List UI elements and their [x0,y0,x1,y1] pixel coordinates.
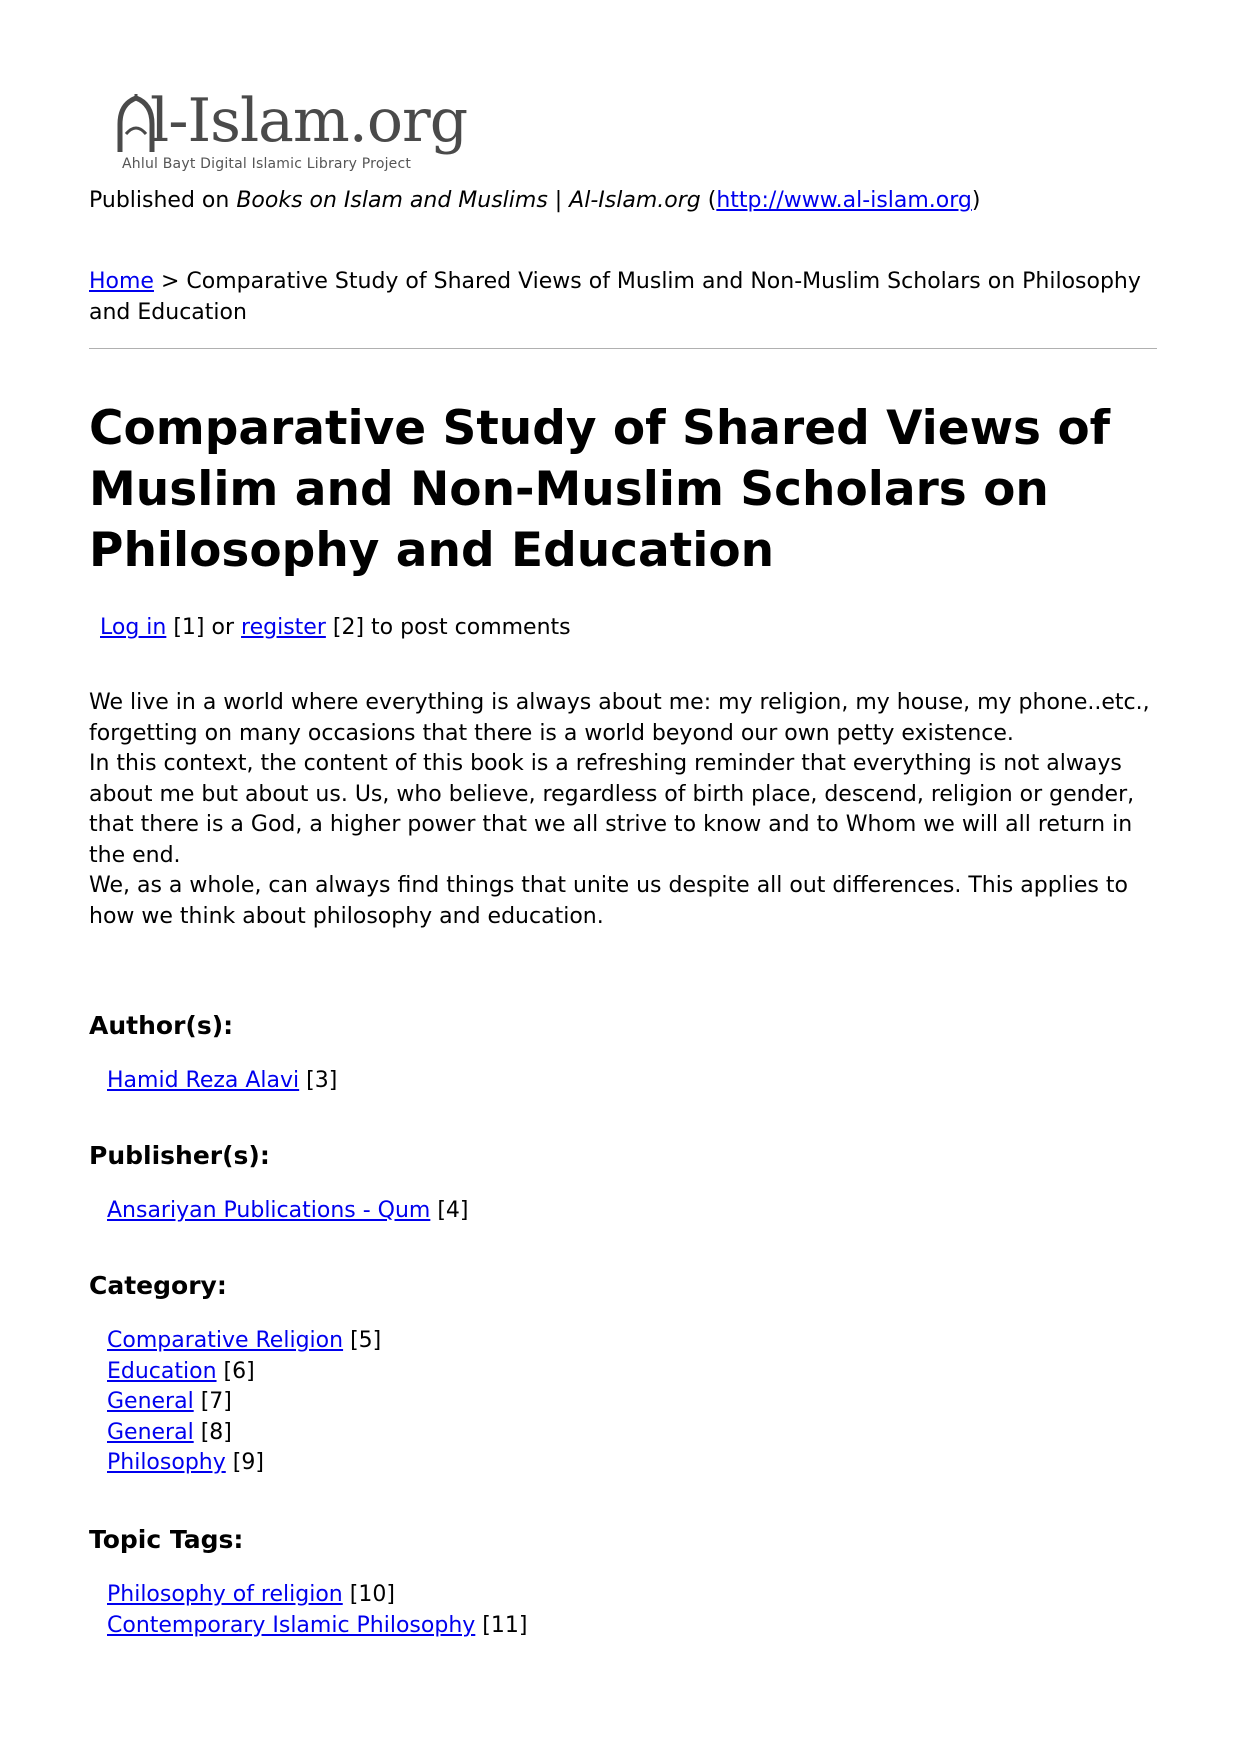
logo-tagline: Ahlul Bayt Digital Islamic Library Project [122,156,412,172]
tag-link-contemporary-islamic-philosophy[interactable]: Contemporary Islamic Philosophy [107,1612,476,1638]
published-line [89,186,980,216]
breadcrumb [89,266,1149,328]
topic-tags-list [107,1580,527,1641]
description-paragraph: We, as a whole, can always find things that unite us despite all out differences. This applies to how we think about philosophy and education. [89,873,1128,929]
authors-heading: Author(s): [89,1011,234,1040]
site-url-link[interactable]: http://www.al-islam.org [716,188,972,213]
list-item [107,1448,381,1479]
header-divider [89,348,1157,349]
description-paragraph: In this context, the content of this book is a refreshing reminder that everything is not always about me but about us. Us, who believe, regardless of birth place, descend, religion or gender, that there is a God, a higher power that we all strive to know and to Whom we will all return in the end. [89,751,1135,868]
item-ref: [7] [200,1389,232,1414]
list-item [107,1387,381,1418]
login-ref: [1] [173,615,205,640]
list-item [107,1357,381,1388]
paren-open: ( [707,188,717,213]
book-description [89,688,1164,932]
paren-close: ) [971,188,981,213]
comment-suffix: to post comments [371,615,571,640]
list-item [107,1611,527,1642]
category-list [107,1326,381,1479]
register-ref: [2] [332,615,365,640]
item-ref: [9] [232,1450,264,1475]
category-link-general[interactable]: General [107,1389,194,1414]
item-ref: [8] [200,1419,232,1445]
list-item [107,1326,381,1357]
category-link-education[interactable]: Education [107,1358,217,1384]
breadcrumb-separator: > [160,269,180,294]
breadcrumb-home-link[interactable]: Home [89,269,154,294]
site-logo[interactable] [116,86,476,178]
breadcrumb-current: Comparative Study of Shared Views of Muslim and Non-Muslim Scholars on Philosophy and Education [89,269,1141,325]
item-ref: [6] [223,1358,255,1384]
tag-link-philosophy-of-religion[interactable]: Philosophy of religion [107,1582,343,1607]
category-link-general-2[interactable]: General [107,1419,194,1445]
list-item [107,1066,337,1097]
category-heading: Category: [89,1271,227,1300]
comment-prompt [100,612,571,643]
item-ref: [10] [349,1582,395,1607]
published-site: Books on Islam and Muslims | Al-Islam.org [236,188,701,213]
register-link[interactable]: register [241,615,326,640]
list-item [107,1580,527,1611]
published-prefix: Published on [89,188,230,213]
publisher-link[interactable]: Ansariyan Publications - Qum [107,1198,431,1223]
item-ref: [3] [306,1068,338,1093]
description-paragraph: We live in a world where everything is always about me: my religion, my house, my phone..etc., forgetting on many occasions that there is a world beyond our own petty existence. [89,690,1150,746]
list-item [107,1196,469,1227]
publishers-heading: Publisher(s): [89,1141,270,1170]
list-item [107,1418,381,1449]
login-link[interactable]: Log in [100,615,167,640]
category-link-comparative-religion[interactable]: Comparative Religion [107,1328,344,1353]
publishers-list [107,1196,469,1227]
category-link-philosophy[interactable]: Philosophy [107,1450,226,1475]
authors-list [107,1066,337,1097]
or-text: or [211,615,235,640]
item-ref: [5] [350,1328,382,1353]
author-link[interactable]: Hamid Reza Alavi [107,1068,300,1093]
item-ref: [4] [437,1198,469,1223]
page-title: Comparative Study of Shared Views of Muslim and Non-Muslim Scholars on Philosophy and Education [89,401,1111,578]
logo-wordmark: l-Islam.org [150,86,468,156]
topic-tags-heading: Topic Tags: [89,1525,244,1554]
item-ref: [11] [482,1612,528,1638]
